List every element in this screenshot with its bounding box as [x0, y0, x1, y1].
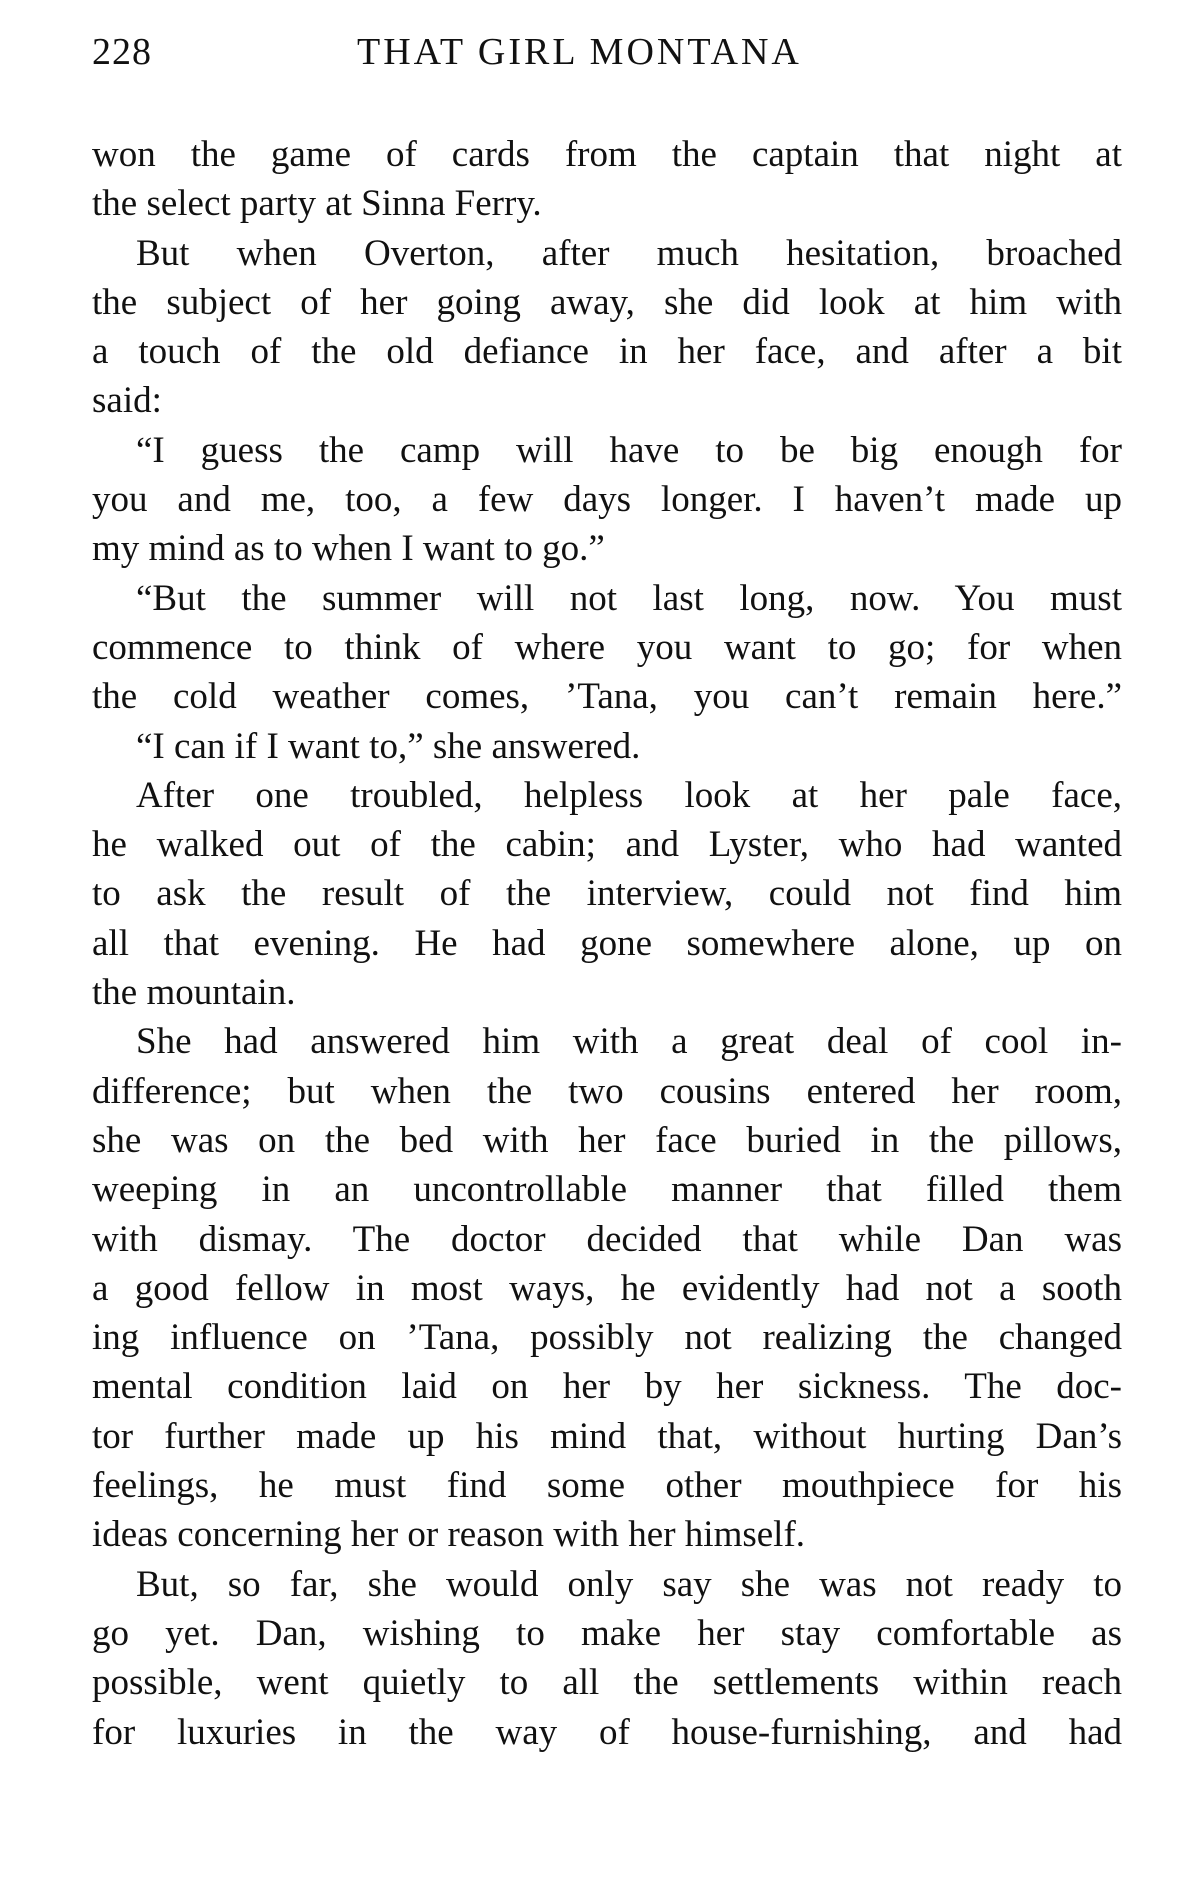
- text-line: mental condition laid on her by her sickness. The doc-: [92, 1366, 1122, 1408]
- text-line: feelings, he must find some other mouthpiece for his: [92, 1465, 1122, 1507]
- text-line: you and me, too, a few days longer. I haven’t made up: [92, 479, 1122, 521]
- text-line: She had answered him with a great deal of cool in-: [136, 1021, 1122, 1063]
- text-line: But when Overton, after much hesitation, broached: [136, 232, 1122, 274]
- text-line: a good fellow in most ways, he evidently had not a sooth: [92, 1267, 1122, 1309]
- running-title: THAT GIRL MONTANA: [357, 31, 802, 73]
- page-header: [92, 30, 1122, 90]
- text-line: he walked out of the cabin; and Lyster, who had wanted: [92, 824, 1122, 866]
- text-line: ideas concerning her or reason with her himself.: [92, 1514, 806, 1556]
- text-line: all that evening. He had gone somewhere alone, up on: [92, 922, 1122, 964]
- text-line: weeping in an uncontrollable manner that filled them: [92, 1169, 1122, 1211]
- text-line: tor further made up his mind that, without hurting Dan’s: [92, 1415, 1122, 1457]
- text-line: commence to think of where you want to go; for when: [92, 626, 1122, 668]
- text-line: the cold weather comes, ’Tana, you can’t remain here.”: [92, 676, 1122, 718]
- text-line: won the game of cards from the captain that night at: [92, 134, 1122, 175]
- text-line: After one troubled, helpless look at her pale face,: [136, 774, 1122, 816]
- page-number: 228: [92, 31, 152, 73]
- text-line: she was on the bed with her face buried in the pillows,: [92, 1119, 1122, 1161]
- text-line: possible, went quietly to all the settlements within reach: [92, 1662, 1122, 1704]
- text-line: the select party at Sinna Ferry.: [92, 183, 542, 225]
- text-line: said:: [92, 380, 162, 422]
- text-line: my mind as to when I want to go.”: [92, 528, 605, 570]
- text-line: difference; but when the two cousins entered her room,: [92, 1070, 1122, 1112]
- text-line: for luxuries in the way of house-furnishing, and had: [92, 1711, 1122, 1753]
- text-line: But, so far, she would only say she was not ready to: [136, 1563, 1122, 1605]
- text-line: with dismay. The doctor decided that while Dan was: [92, 1218, 1122, 1260]
- text-line: “I can if I want to,” she answered.: [136, 725, 641, 767]
- text-line: the mountain.: [92, 972, 296, 1014]
- text-line: the subject of her going away, she did look at him with: [92, 281, 1122, 323]
- text-line: to ask the result of the interview, could not find him: [92, 873, 1122, 915]
- text-line: ing influence on ’Tana, possibly not realizing the changed: [92, 1317, 1122, 1359]
- text-line: go yet. Dan, wishing to make her stay comfortable as: [92, 1612, 1122, 1654]
- text-line: “But the summer will not last long, now. You must: [136, 577, 1122, 619]
- text-line: a touch of the old defiance in her face, and after a bit: [92, 331, 1122, 373]
- text-line: “I guess the camp will have to be big enough for: [136, 429, 1122, 471]
- body-text: [92, 130, 1122, 1757]
